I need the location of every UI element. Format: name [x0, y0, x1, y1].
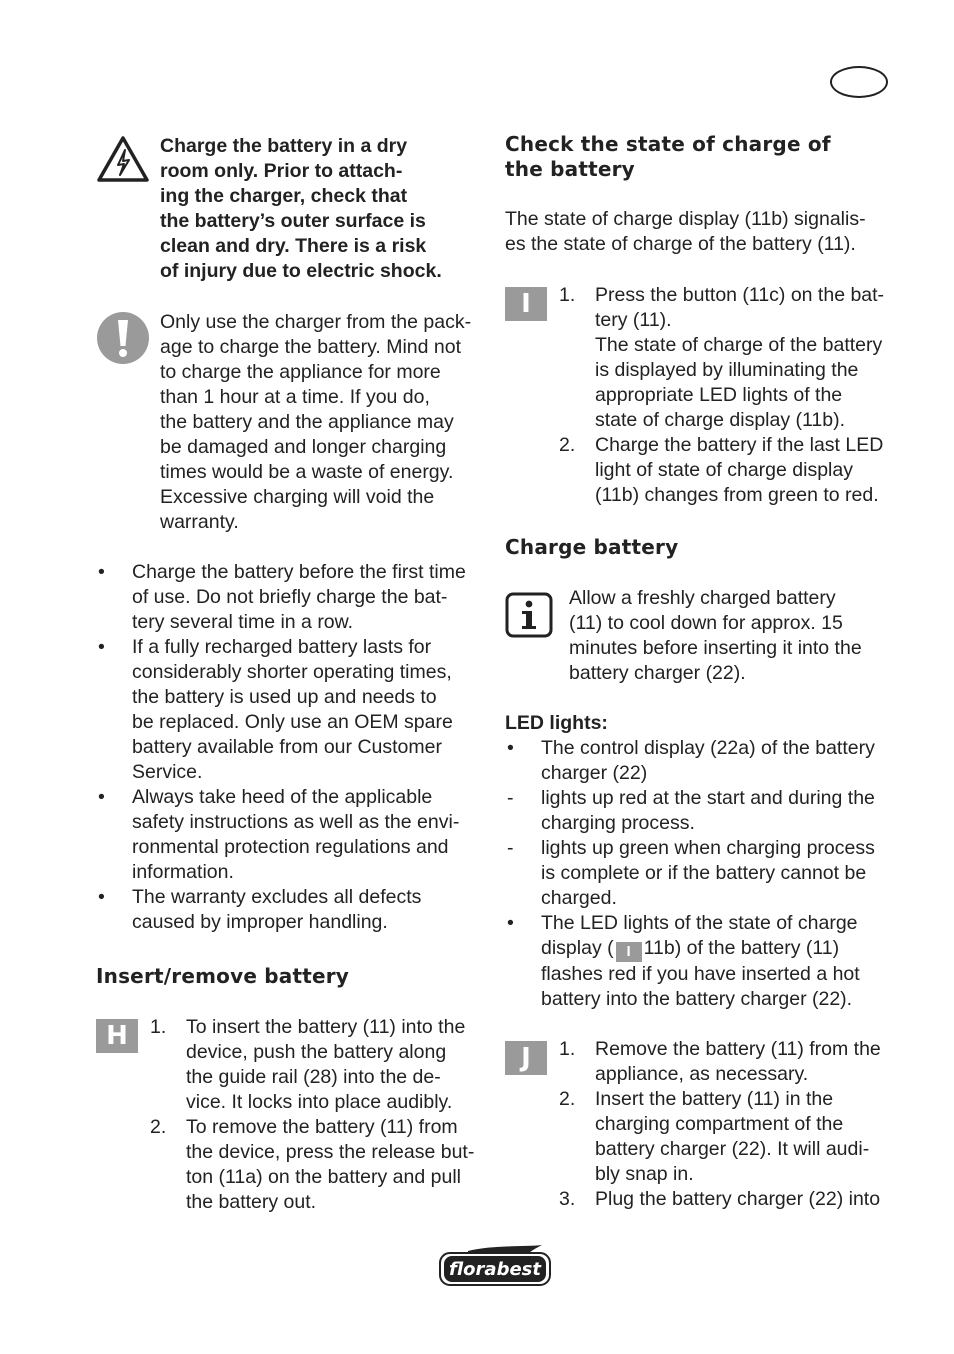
info-icon: [505, 592, 555, 640]
right-column: [505, 130, 895, 1212]
info-note: [505, 586, 895, 686]
charge-steps: [505, 1037, 895, 1212]
list-item: • If a fully recharged battery lasts for considerably shorter operating times, the battery is used up and needs to be replaced. Only use an OEM spare battery available from our Customer Service.: [98, 636, 453, 783]
exclamation-icon: [96, 310, 152, 366]
figure-letter-h: H: [96, 1019, 138, 1053]
check-intro-text: The state of charge display (11b) signalis- es the state of charge of the battery (11).: [505, 208, 866, 255]
info-text: Allow a freshly charged battery (11) to cool down for approx. 15 minutes before inserting it into the battery charger (22).: [569, 587, 862, 684]
check-charge-steps: [505, 283, 895, 508]
florabest-logo: [438, 1243, 552, 1289]
insert-remove-steps: [96, 1015, 482, 1215]
check-charge-heading: Check the state of charge of the battery: [505, 132, 831, 181]
electric-shock-warning-icon: [96, 134, 150, 184]
figure-letter-j: J: [505, 1041, 547, 1075]
language-code-oval: [830, 66, 888, 98]
list-item: - lights up green when charging process is complete or if the battery cannot be charged.: [507, 837, 875, 909]
figure-letter-i: I: [505, 287, 547, 321]
list-item: 3. Plug the battery charger (22) into: [559, 1188, 881, 1210]
list-item: 1. Remove the battery (11) from the appliance, as necessary.: [559, 1038, 881, 1085]
list-item: • Always take heed of the applicable safety instructions as well as the envi- ronmental protection regulations and information.: [98, 786, 460, 883]
list-item: • The warranty excludes all defects caused by improper handling.: [98, 886, 422, 933]
list-item: • The LED lights of the state of charge display ( I 11b) of the battery (11) flashes red if you have inserted a hot battery into the battery charger (22).: [507, 912, 860, 1010]
caution-text: Only use the charger from the pack- age to charge the battery. Mind not to charge the appliance for more than 1 hour at a time. If you do, the battery and the appliance may be damaged and longer charging times would be a waste of energy. Excessive charging will void the warranty.: [160, 311, 472, 533]
list-item: 2. To remove the battery (11) from the device, press the release but- ton (11a) on the battery and pull the battery out.: [150, 1116, 475, 1213]
warning-text: Charge the battery in a dry room only. Prior to attach- ing the charger, check that the battery’s outer surface is clean and dry. There is a risk of injury due to electric shock.: [160, 135, 442, 282]
list-item: 2. Insert the battery (11) in the charging compartment of the battery charger (22). It will audi- bly snap in.: [559, 1088, 870, 1185]
inline-figure-letter-i: I: [616, 942, 642, 962]
left-column: [96, 130, 482, 1215]
charge-battery-heading: Charge battery: [505, 535, 679, 559]
led-lights-list: [505, 736, 895, 1012]
led-lights-heading: LED lights:: [505, 712, 608, 734]
insert-remove-heading: Insert/remove battery: [96, 964, 350, 988]
list-item: • The control display (22a) of the battery charger (22): [507, 737, 875, 784]
logo-text: florabest: [449, 1259, 541, 1280]
list-item: 2. Charge the battery if the last LED light of state of charge display (11b) changes from green to red.: [559, 434, 884, 506]
list-item: 1. Press the button (11c) on the bat- tery (11). The state of charge of the battery is displayed by illuminating the appropriate LED lights of the state of charge display (11b).: [559, 284, 885, 431]
list-item: 1. To insert the battery (11) into the device, push the battery along the guide rail (28) into the de- vice. It locks into place audibly.: [150, 1016, 466, 1113]
caution-note: [96, 310, 482, 535]
warning-note: [96, 134, 482, 284]
list-item: • Charge the battery before the first time of use. Do not briefly charge the bat- tery several time in a row.: [98, 561, 466, 633]
list-item: - lights up red at the start and during the charging process.: [507, 787, 875, 834]
general-bullets: [96, 560, 482, 935]
